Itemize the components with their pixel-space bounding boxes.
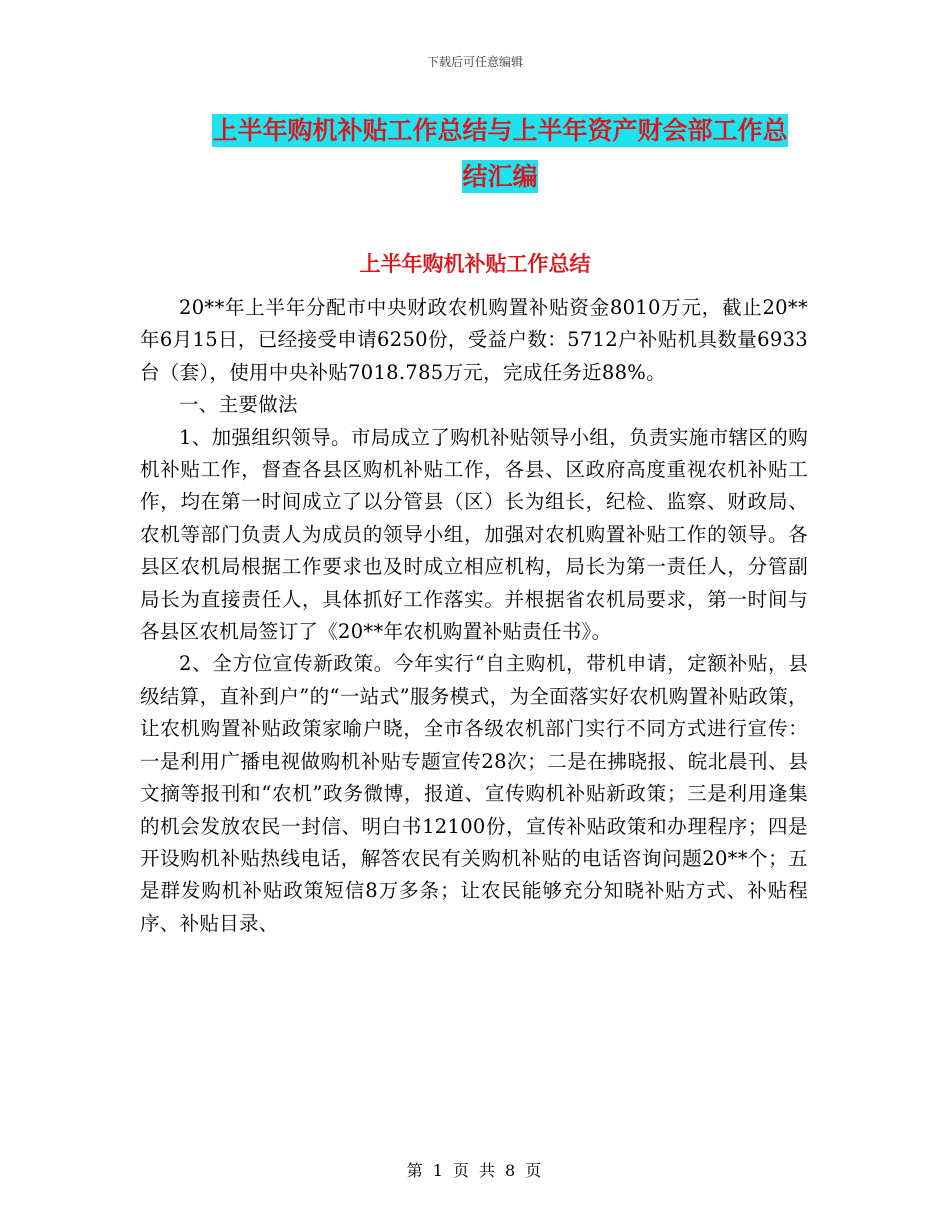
paragraph-organization-leadership: 1、加强组织领导。市局成立了购机补贴领导小组，负责实施市辖区的购机补贴工作，督查各县区购机补贴工作，各县、区政府高度重视农机补贴工作，均在第一时间成立了以分管县（区）长为组长，纪检、监察、财政局、农机等部门负责人为成员的领导小组，加强对农机购置补贴工作的领导。各县区农机局根据工作要求也及时成立相应机构，局长为第一责任人，分管副局长为直接责任人，具体抓好工作落实。并根据省农机局要求，第一时间与各县区农机局签订了《20**年农机购置补贴责任书》。: [140, 425, 808, 644]
document-title-line1: 上半年购机补贴工作总结与上半年资产财会部工作总: [212, 116, 788, 145]
page-prefix: 第: [406, 1161, 425, 1180]
page-number: [0, 1158, 950, 1181]
paragraph-heading-main-practices: 一、主要做法: [179, 393, 298, 417]
page-total-prefix: 共: [479, 1161, 498, 1180]
document-title: [140, 108, 860, 200]
page-total: 8: [505, 1161, 518, 1180]
document-title-line2: 结汇编: [462, 162, 538, 191]
page-mid: 页: [452, 1161, 471, 1180]
page-suffix: 页: [525, 1161, 544, 1180]
body-text: [140, 292, 808, 940]
paragraph-summary: 20**年上半年分配市中央财政农机购置补贴资金8010万元，截止20**年6月15日，已经接受申请6250份，受益户数：5712户补贴机具数量6933台（套），使用中央补贴7018.785万元，完成任务近88%。: [140, 296, 808, 384]
section-title: 上半年购机补贴工作总结: [359, 252, 591, 276]
paragraph-policy-publicity: 2、全方位宣传新政策。今年实行“自主购机，带机申请，定额补贴，县级结算，直补到户”的“一站式”服务模式，为全面落实好农机购置补贴政策，让农机购置补贴政策家喻户晓，全市各级农机部门实行不同方式进行宣传：一是利用广播电视做购机补贴专题宣传28次；二是在拂晓报、皖北晨刊、县文摘等报刊和“农机”政务微博，报道、宣传购机补贴新政策；三是利用逢集的机会发放农民一封信、明白书12100份，宣传补贴政策和办理程序；四是开设购机补贴热线电话，解答农民有关购机补贴的电话咨询问题20**个；五是群发购机补贴政策短信8万多条；让农民能够充分知晓补贴方式、补贴程序、补贴目录、: [140, 652, 808, 935]
page-current: 1: [432, 1161, 445, 1180]
header-note: 下载后可任意编辑: [426, 55, 523, 69]
